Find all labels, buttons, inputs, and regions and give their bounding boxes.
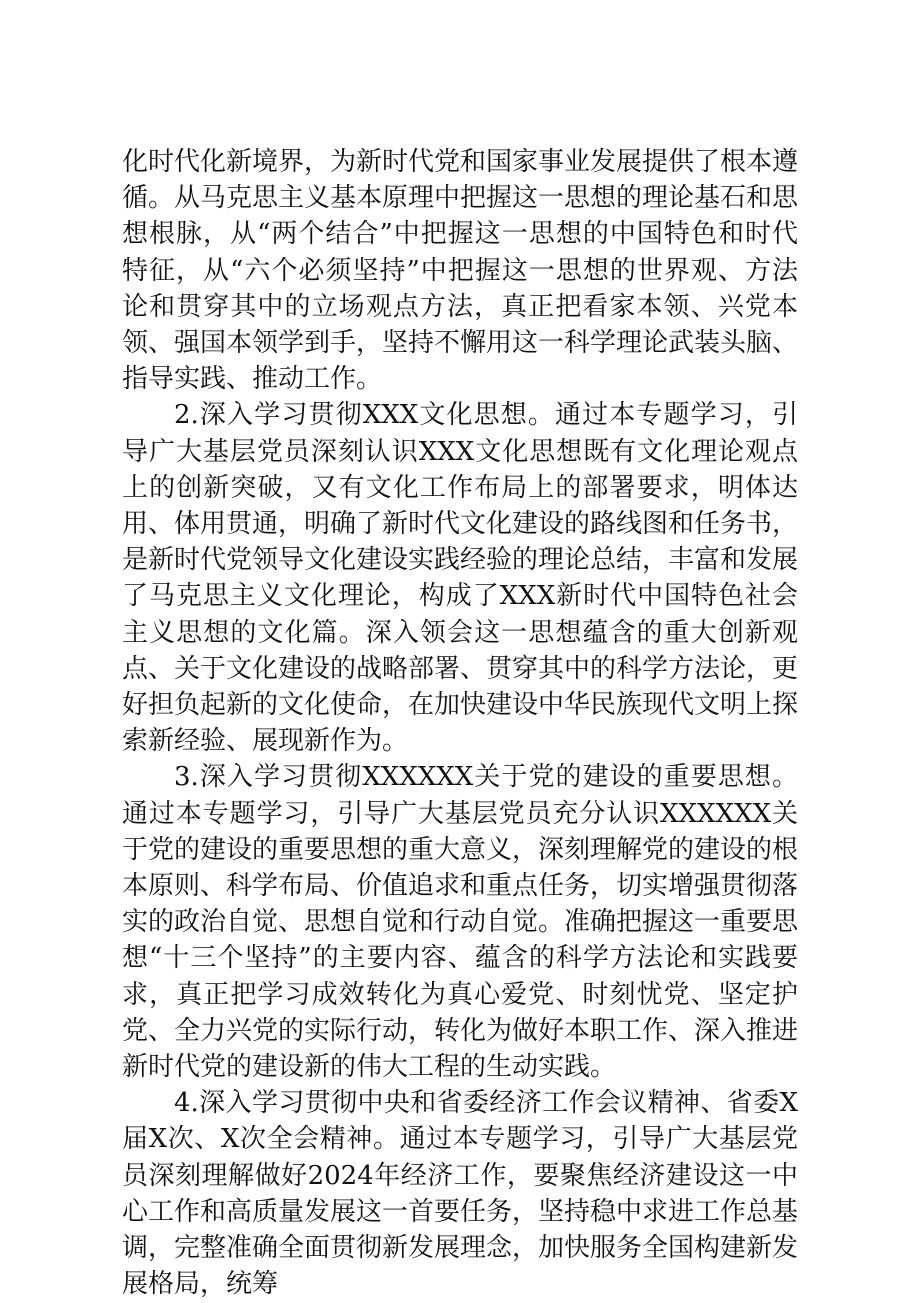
document-page [122, 144, 798, 1303]
paragraph-item-2: 2.深入学习贯彻XXX文化思想。通过本专题学习，引导广大基层党员深刻认识XXX文化思想既有文化理论观点上的创新突破，又有文化工作布局上的部署要求，明体达用、体用贯通，明确了新时代文化建设的路线图和任务书，是新时代党领导文化建设实践经验的理论总结，丰富和发展了马克思主义文化理论，构成了XXX新时代中国特色社会主义思想的文化篇。深入领会这一思想蕴含的重大创新观点、关于文化建设的战略部署、贯穿其中的科学方法论，更好担负起新的文化使命，在加快建设中华民族现代文明上探索新经验、展现新作为。 [122, 400, 799, 757]
paragraph-item-4: 4.深入学习贯彻中央和省委经济工作会议精神、省委X届X次、X次全会精神。通过本专题学习，引导广大基层党员深刻理解做好2024年经济工作，要聚焦经济建设这一中心工作和高质量发展这一首要任务，坚持稳中求进工作总基调，完整准确全面贯彻新发展理念，加快服务全国构建新发展格局，统筹 [122, 1088, 799, 1300]
paragraph-item-3: 3.深入学习贯彻XXXXXX关于党的建设的重要思想。通过本专题学习，引导广大基层党员充分认识XXXXXX关于党的建设的重要思想的重大意义，深刻理解党的建设的根本原则、科学布局、价值追求和重点任务，切实增强贯彻落实的政治自觉、思想自觉和行动自觉。准确把握这一重要思想“十三个坚持”的主要内容、蕴含的科学方法论和实践要求，真正把学习成效转化为真心爱党、时刻忧党、坚定护党、全力兴党的实际行动，转化为做好本职工作、深入推进新时代党的建设新的伟大工程的生动实践。 [122, 762, 799, 1083]
paragraph-continued: 化时代化新境界，为新时代党和国家事业发展提供了根本遵循。从马克思主义基本原理中把握这一思想的理论基石和思想根脉，从“两个结合”中把握这一思想的中国特色和时代特征，从“六个必须坚持”中把握这一思想的世界观、方法论和贯穿其中的立场观点方法，真正把看家本领、兴党本领、强国本领学到手，坚持不懈用这一科学理论武装头脑、指导实践、推动工作。 [122, 147, 799, 395]
